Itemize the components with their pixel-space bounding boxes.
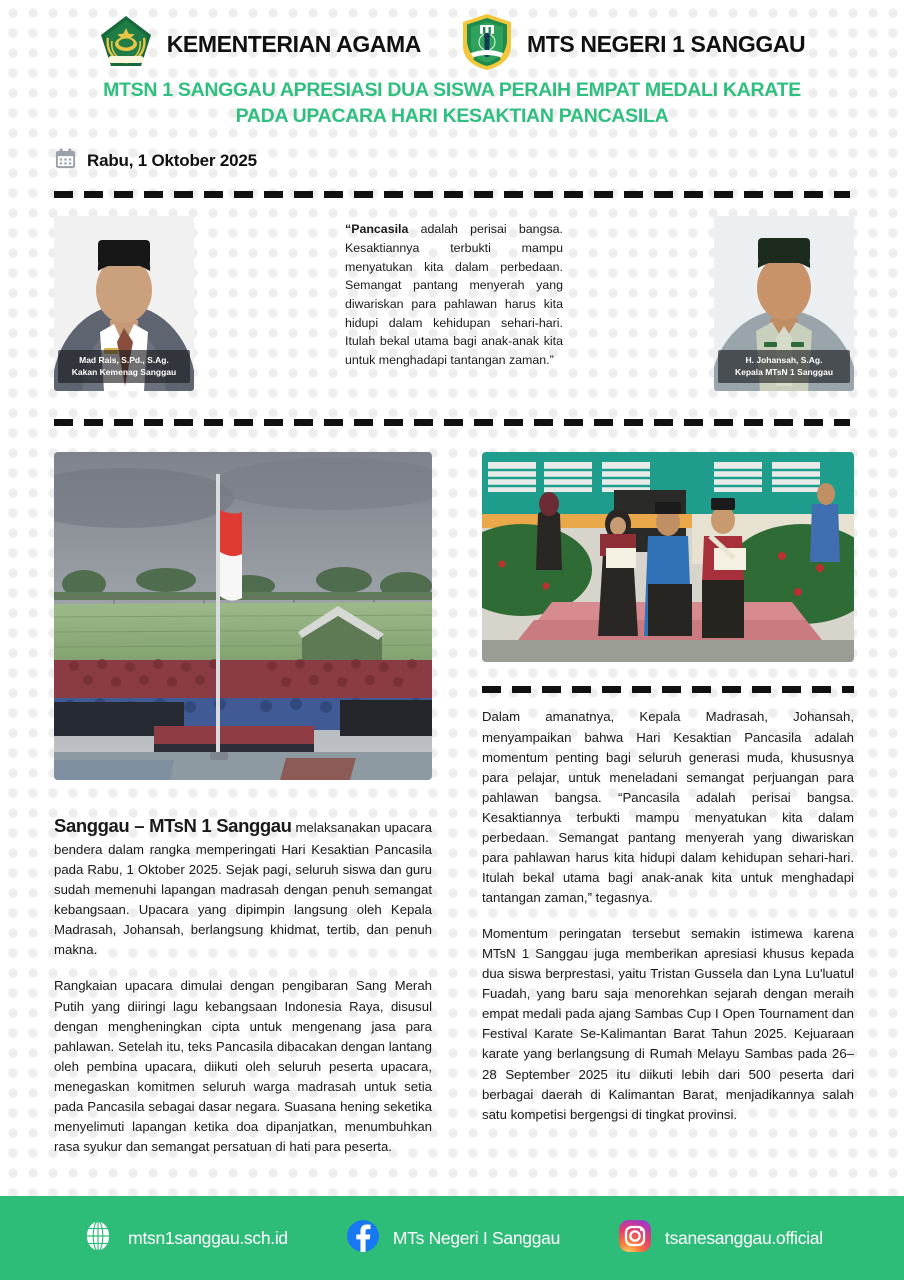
brand-mtsn [461, 13, 805, 76]
divider-right [482, 686, 854, 693]
footer-facebook[interactable] [346, 1219, 560, 1258]
footer-facebook-label: MTs Negeri I Sanggau [392, 1227, 561, 1248]
brand-title-mtsn: MTS NEGERI 1 SANGGAU [527, 30, 806, 57]
portrait-h-johansah [714, 216, 854, 391]
right-paragraph-1-text: Dalam amanatnya, Kepala Madrasah, Johansah, menyampaikan bahwa Hari Kesaktian Pancasila adalah momentum penting bagi seluruh generasi muda, khususnya para pelajar, untuk meneladani semangat perjuangan para pahlawan bangsa. “Pancasila adalah perisai bangsa. Kesaktiannya terbukti mampu menyatukan kita dalam perbedaan. Semangat pantang menyerah yang diwariskan para pahlawan harus kita hidupi dalam kehidupan sehari-hari. Itulah bekal utama bagi anak-anak kita untuk menghadapi tantangan zaman,” tegasnya. [482, 709, 854, 906]
headline-line-2: PADA UPACARA HARI KESAKTIAN PANCASILA [235, 104, 669, 127]
quote-lead-word: “Pancasila [345, 222, 409, 237]
divider-right-wrap [482, 662, 854, 693]
left-paragraph-2 [54, 976, 432, 1157]
divider-middle [54, 419, 850, 426]
portrait-role: Kepala MTsN 1 Sanggau [734, 366, 834, 377]
footer-instagram[interactable] [618, 1219, 823, 1258]
page-title [0, 72, 904, 129]
divider-top [54, 191, 850, 198]
mtsn-sanggau-logo-icon [461, 13, 513, 76]
portrait-caption [58, 350, 190, 383]
portrait-mad-rais [54, 216, 194, 391]
award-students-photo [482, 452, 854, 662]
portrait-caption [718, 350, 850, 383]
instagram-icon [618, 1219, 652, 1258]
left-column [54, 812, 432, 1173]
calendar-icon [54, 147, 77, 175]
footer-website[interactable] [81, 1219, 288, 1258]
facebook-icon [346, 1219, 380, 1258]
portrait-name: Mad Rais, S.Pd., S.Ag. [79, 355, 169, 366]
header [0, 0, 904, 72]
left-paragraph-1-text: melaksanakan upacara bendera dalam rangka memperingati Hari Kesaktian Pancasila pada Rabu, 1 Oktober 2025. Sejak pagi, seluruh siswa dan guru sudah memenuhi lapangan madrasah dengan penuh semangat kebangsaan. Upacara yang dipimpin langsung oleh Kepala Madrasah, Johansah, berlangsung khidmat, tertib, dan penuh makna. [54, 820, 432, 958]
quote-section [0, 198, 904, 391]
footer-instagram-label: tsanesanggau.official [665, 1227, 823, 1248]
brand-kemenag [99, 14, 421, 75]
globe-icon [81, 1219, 115, 1258]
date-text: Rabu, 1 Oktober 2025 [87, 151, 257, 171]
footer [0, 1196, 904, 1280]
right-paragraph-2-text: Momentum peringatan tersebut semakin istimewa karena MTsN 1 Sanggau juga memberikan apresiasi khusus kepada dua siswa berprestasi, yaitu Tristan Gussela dan Lyna Lu'luatul Fuadah, yang baru saja menorehkan sejarah dengan meraih empat medali pada ajang Sambas Cup I Open Tournament dan Festival Karate Se-Kalimantan Barat Tahun 2025. Kejuaraan karate yang berlangsung di Rumah Melayu Sambas pada 26–28 September 2025 itu diikuti lebih dari 500 peserta dari berbagai daerah di Kalimantan Barat, menjadikannya salah satu kompetisi bergengsi di tingkat provinsi. [482, 926, 854, 1122]
footer-website-label: mtsn1sanggau.sch.id [128, 1227, 288, 1248]
right-paragraph-2 [482, 924, 854, 1125]
quote-body: adalah perisai bangsa. Kesaktiannya terbukti mampu menyatukan kita dalam perbedaan. Semangat pantang menyerah yang diwariskan para pahlawan harus kita hidupi dalam kehidupan sehari-hari. Itulah bekal utama bagi anak-anak kita untuk menghadapi tantangan zaman.” [345, 222, 563, 367]
left-paragraph-1 [54, 812, 432, 960]
kemenag-logo-icon [99, 14, 153, 75]
headline-line-1: MTSN 1 SANGGAU APRESIASI DUA SISWA PERAIH EMPAT MEDALI KARATE [103, 79, 801, 101]
article-lead: Sanggau – MTsN 1 Sanggau [54, 815, 292, 836]
quote-text [345, 216, 563, 369]
flag-ceremony-photo [54, 452, 432, 780]
brand-title-kemenag: KEMENTERIAN AGAMA [166, 30, 422, 57]
portrait-name: H. Johansah, S.Ag. [745, 355, 823, 366]
date-row [54, 147, 904, 175]
left-paragraph-2-text: Rangkaian upacara dimulai dengan pengibaran Sang Merah Putih yang diiringi lagu kebangsaan Indonesia Raya, disusul dengan mengheningkan cipta untuk mengenang jasa para pahlawan. Setelah itu, teks Pancasila dibacakan dengan lantang oleh pembina upacara, diikuti oleh seluruh peserta upacara, menegaskan komitmen seluruh warga madrasah untuk setia pada Pancasila sebagai dasar negara. Suasana hening seketika menyelimuti lapangan ketika doa dipanjatkan, menumbuhkan rasa syukur dan semangat persatuan di hati para peserta. [54, 978, 432, 1154]
portrait-role: Kakan Kemenag Sanggau [71, 366, 177, 377]
right-paragraph-1 [482, 707, 854, 908]
